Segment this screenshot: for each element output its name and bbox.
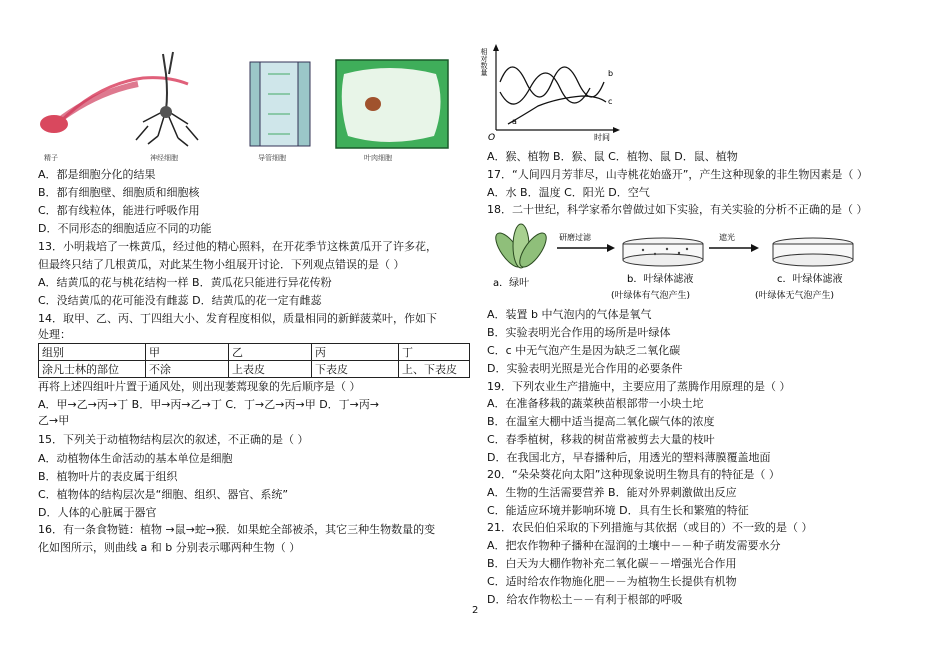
graph-ylabel: 相对数量: [480, 48, 488, 76]
vessel-cell-image: [250, 62, 310, 146]
table-cell: 乙: [229, 344, 312, 361]
q14-after-table: 再将上述四组叶片置于通风处，则出现萎蔫现象的先后顺序是（ ）: [38, 380, 361, 393]
q19-option-c: C．春季植树，移栽的树苗常被剪去大量的枝叶: [487, 433, 715, 446]
q18-stem: 18．二十世纪，科学家希尔曾做过如下实验，有关实验的分析不正确的是（ ）: [487, 203, 868, 216]
q21-option-d: D．给农作物松土－－有利于根部的呼吸: [487, 593, 683, 606]
fig-label-c1: c．叶绿体滤液: [777, 274, 843, 285]
q16-stem-line2: 化如图所示，则曲线 a 和 b 分别表示哪两种生物（ ）: [38, 541, 301, 554]
q14-stem-line2: 处理：: [38, 328, 71, 341]
q12-option-a: A．都是细胞分化的结果: [38, 168, 156, 181]
q12-option-d: D．不同形态的细胞适应不同的功能: [38, 222, 212, 235]
table-row: [39, 361, 470, 378]
neuron-image: [136, 52, 198, 146]
q18-option-c: C．c 中无气泡产生是因为缺乏二氧化碳: [487, 344, 681, 357]
graph-curve-a: a: [512, 117, 517, 126]
q19-option-a: A．在准备移栽的蔬菜秧苗根部带一小块土坨: [487, 397, 704, 410]
q15-option-b: B．植物叶片的表皮属于组织: [38, 470, 178, 483]
table-cell: 下表皮: [312, 361, 399, 378]
q21-option-a: A．把农作物种子播种在湿润的土壤中－－种子萌发需要水分: [487, 539, 781, 552]
q17-options: A．水 B．温度 C．阳光 D．空气: [487, 186, 650, 199]
dish-b-bubbles: [623, 238, 703, 266]
graph-origin: O: [488, 133, 496, 143]
q14-options-line1: A．甲→乙→丙→丁 B．甲→丙→乙→丁 C．丁→乙→丙→甲 D．丁→丙→: [38, 398, 380, 411]
q13-options-line1: A．结黄瓜的花与桃花结构一样 B．黄瓜花只能进行异花传粉: [38, 276, 332, 289]
cell-figures: [38, 44, 458, 164]
table-cell: 丁: [399, 344, 470, 361]
leaf-cell-image: [336, 60, 448, 148]
fig-label-a: a．绿叶: [493, 278, 530, 289]
table-cell: 上、下表皮: [399, 361, 470, 378]
table-cell: 上表皮: [229, 361, 312, 378]
q20-options-line2: C．能适应环境并影响环境 D．具有生长和繁殖的特征: [487, 504, 749, 517]
q13-options-line2: C．没结黄瓜的花可能没有雌蕊 D．结黄瓜的花一定有雌蕊: [38, 294, 322, 307]
q20-options-line1: A．生物的生活需要营养 B．能对外界刺激做出反应: [487, 486, 737, 499]
hill-experiment-figure: [487, 222, 907, 304]
fig-label-b1: b．叶绿体滤液: [627, 274, 694, 285]
caption-leaf-cell: 叶肉细胞: [364, 154, 392, 162]
q17-stem: 17．“人间四月芳菲尽，山寺桃花始盛开”，产生这种现象的非生物因素是（ ）: [487, 168, 868, 181]
table-cell: 涂凡士林的部位: [39, 361, 146, 378]
q18-option-b: B．实验表明光合作用的场所是叶绿体: [487, 326, 671, 339]
q15-option-c: C．植物体的结构层次是“细胞、组织、器官、系统”: [38, 488, 289, 501]
q14-treatment-table: [38, 343, 470, 378]
q16-options: A．猴、植物 B．猴、鼠 C．植物、鼠 D．鼠、植物: [487, 150, 738, 163]
q12-option-b: B．都有细胞壁、细胞质和细胞核: [38, 186, 200, 199]
graph-curve-c: c: [608, 97, 613, 106]
page-number: 2: [472, 605, 479, 616]
fig-label-arrow2: 遮光: [719, 233, 735, 242]
q19-option-b: B．在温室大棚中适当提高二氧化碳气体的浓度: [487, 415, 715, 428]
q19-option-d: D．在我国北方，早春播种后，用透光的塑料薄膜覆盖地面: [487, 451, 771, 464]
q13-stem-line2: 但最终只结了几根黄瓜，对此某生物小组展开讨论．下列观点错误的是（ ）: [38, 258, 405, 271]
q14-stem-line1: 14．取甲、乙、丙、丁四组大小、发育程度相似，质量相同的新鲜菠菜叶，作如下: [38, 312, 437, 325]
caption-neuron: 神经细胞: [150, 154, 178, 162]
q15-option-a: A．动植物体生命活动的基本单位是细胞: [38, 452, 233, 465]
q16-stem-line1: 16．有一条食物链：植物 →鼠→蛇→猴．如果蛇全部被杀，其它三种生物数量的变: [38, 523, 436, 536]
q13-stem-line1: 13．小明栽培了一株黄瓜，经过他的精心照料，在开花季节这株黄瓜开了许多花，: [38, 240, 437, 253]
table-header-row: [39, 344, 470, 361]
table-cell: 不涂: [146, 361, 229, 378]
q20-stem: 20．“朵朵葵花向太阳”这种现象说明生物具有的特征是（ ）: [487, 468, 780, 481]
dish-c-no-bubbles: [773, 238, 853, 266]
q18-option-a: A．装置 b 中气泡内的气体是氧气: [487, 308, 652, 321]
caption-sperm: 精子: [44, 154, 58, 162]
q12-option-c: C．都有线粒体，能进行呼吸作用: [38, 204, 200, 217]
q21-stem: 21．农民伯伯采取的下列措施与其依据（或目的）不一致的是（ ）: [487, 521, 813, 534]
population-graph: [482, 42, 622, 142]
q21-option-b: B．白天为大棚作物补充二氧化碳－－增强光合作用: [487, 557, 737, 570]
q15-option-d: D．人体的心脏属于器官: [38, 506, 157, 519]
q21-option-c: C．适时给农作物施化肥－－为植物生长提供有机物: [487, 575, 737, 588]
fig-label-arrow1: 研磨过滤: [559, 233, 591, 242]
graph-curve-b: b: [608, 69, 614, 78]
graph-xlabel: 时间: [594, 133, 610, 142]
table-cell: 甲: [146, 344, 229, 361]
caption-vessel: 导管细胞: [258, 154, 286, 162]
q15-stem: 15．下列关于动植物结构层次的叙述，不正确的是（ ）: [38, 433, 309, 446]
q14-options-line2: 乙→甲: [38, 414, 70, 427]
fig-label-b2: (叶绿体有气泡产生): [611, 291, 691, 301]
fig-label-c2: (叶绿体无气泡产生): [755, 291, 835, 301]
q19-stem: 19．下列农业生产措施中，主要应用了蒸腾作用原理的是（ ）: [487, 380, 791, 393]
green-leaf-image: [491, 224, 551, 271]
table-cell: 组别: [39, 344, 146, 361]
q18-option-d: D．实验表明光照是光合作用的必要条件: [487, 362, 683, 375]
table-cell: 丙: [312, 344, 399, 361]
